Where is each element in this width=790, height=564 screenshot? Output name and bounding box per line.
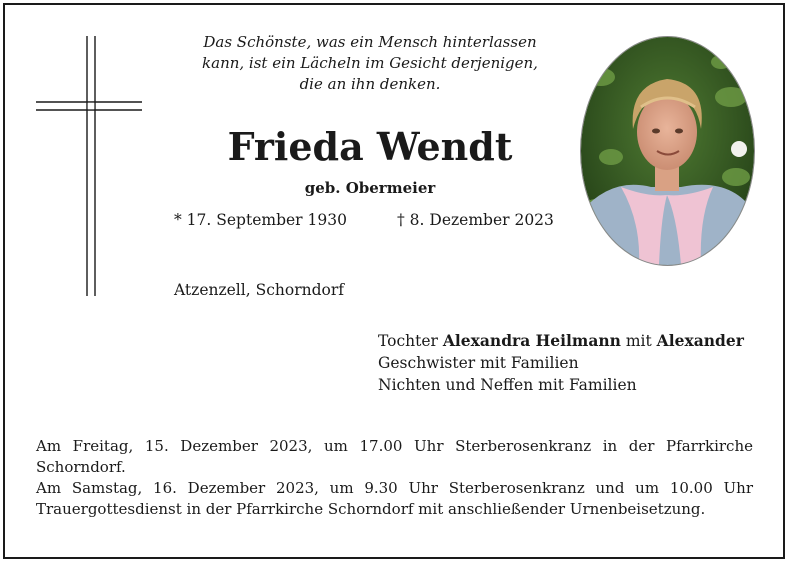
quote-line: kann, ist ein Lächeln im Gesicht derjenigen, (202, 54, 538, 72)
mourner-line: Geschwister mit Familien (378, 354, 579, 372)
quote-line: Das Schönste, was ein Mensch hinterlassen (203, 33, 537, 51)
mourner-name: Alexander (656, 331, 744, 350)
portrait-photo (580, 36, 755, 266)
deceased-name: Frieda Wendt (227, 124, 513, 169)
birth-date: * 17. September 1930 (174, 211, 347, 229)
residence-place: Atzenzell, Schorndorf (174, 281, 344, 299)
portrait-illustration (581, 37, 754, 265)
mourner-name: Alexandra Heilmann (442, 331, 621, 350)
mourners-list (378, 330, 744, 396)
death-date: † 8. Dezember 2023 (397, 211, 554, 229)
service-paragraph: Am Samstag, 16. Dezember 2023, um 9.30 Uhr Sterberosenkranz und um 10.00 Uhr Trauergottesdienst in der Pfarrkirche Schorndorf mit anschließender Urnenbeisetzung. (36, 479, 753, 518)
mourner-connector: mit (620, 332, 657, 350)
mourner-line (378, 330, 744, 352)
service-paragraph: Am Freitag, 15. Dezember 2023, um 17.00 Uhr Sterberosenkranz in der Pfarrkirche Schorndorf. (36, 437, 753, 476)
maiden-name: geb. Obermeier (304, 179, 436, 197)
mourner-prefix: Tochter (378, 332, 443, 350)
service-info (36, 436, 753, 520)
quote-line: die an ihn denken. (299, 75, 441, 93)
mourner-line: Nichten und Neffen mit Familien (378, 376, 637, 394)
cross-icon (36, 36, 146, 298)
memorial-quote (170, 32, 570, 95)
